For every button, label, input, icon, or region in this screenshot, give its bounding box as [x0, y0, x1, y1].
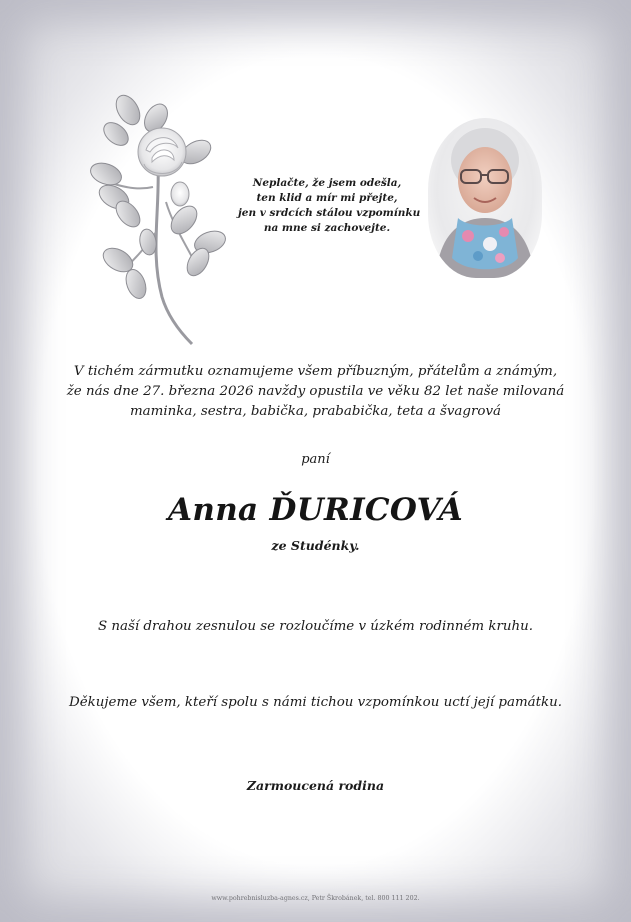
announcement-line: maminka, sestra, babička, prababička, teta a švagrová	[129, 404, 501, 419]
white-rose-icon	[88, 92, 238, 347]
poem-line: Neplačte, že jsem odešla,	[252, 177, 402, 189]
poem-line: na mne si zachovejte.	[263, 222, 391, 234]
announcement-line: že nás dne 27. března 2026 navždy opustila ve věku 82 let naše milovaná	[66, 384, 565, 399]
origin: ze Studénky.	[271, 538, 360, 553]
announcement	[30, 362, 601, 422]
farewell-text: S naší drahou zesnulou se rozloučíme v úzkém rodinném kruhu.	[97, 619, 534, 634]
thanks-text: Děkujeme všem, kteří spolu s námi tichou vzpomínkou uctí její památku.	[69, 695, 562, 710]
signature: Zarmoucená rodina	[246, 778, 385, 793]
announcement-line: V tichém zármutku oznamujeme všem příbuzným, přátelům a známým,	[73, 364, 558, 379]
poem-line: jen v srdcích stálou vzpomínku	[238, 207, 421, 219]
title-prefix: paní	[301, 452, 330, 467]
footer-contact: www.pohrebnisluzba-agnes.cz, Petr Škrobánek, tel. 800 111 202.	[211, 895, 420, 902]
poem-line: ten klid a mír mi přejte,	[256, 192, 398, 204]
poem	[238, 176, 421, 236]
deceased-name: Anna ĎURICOVÁ	[168, 492, 463, 528]
portrait-photo	[428, 118, 542, 278]
